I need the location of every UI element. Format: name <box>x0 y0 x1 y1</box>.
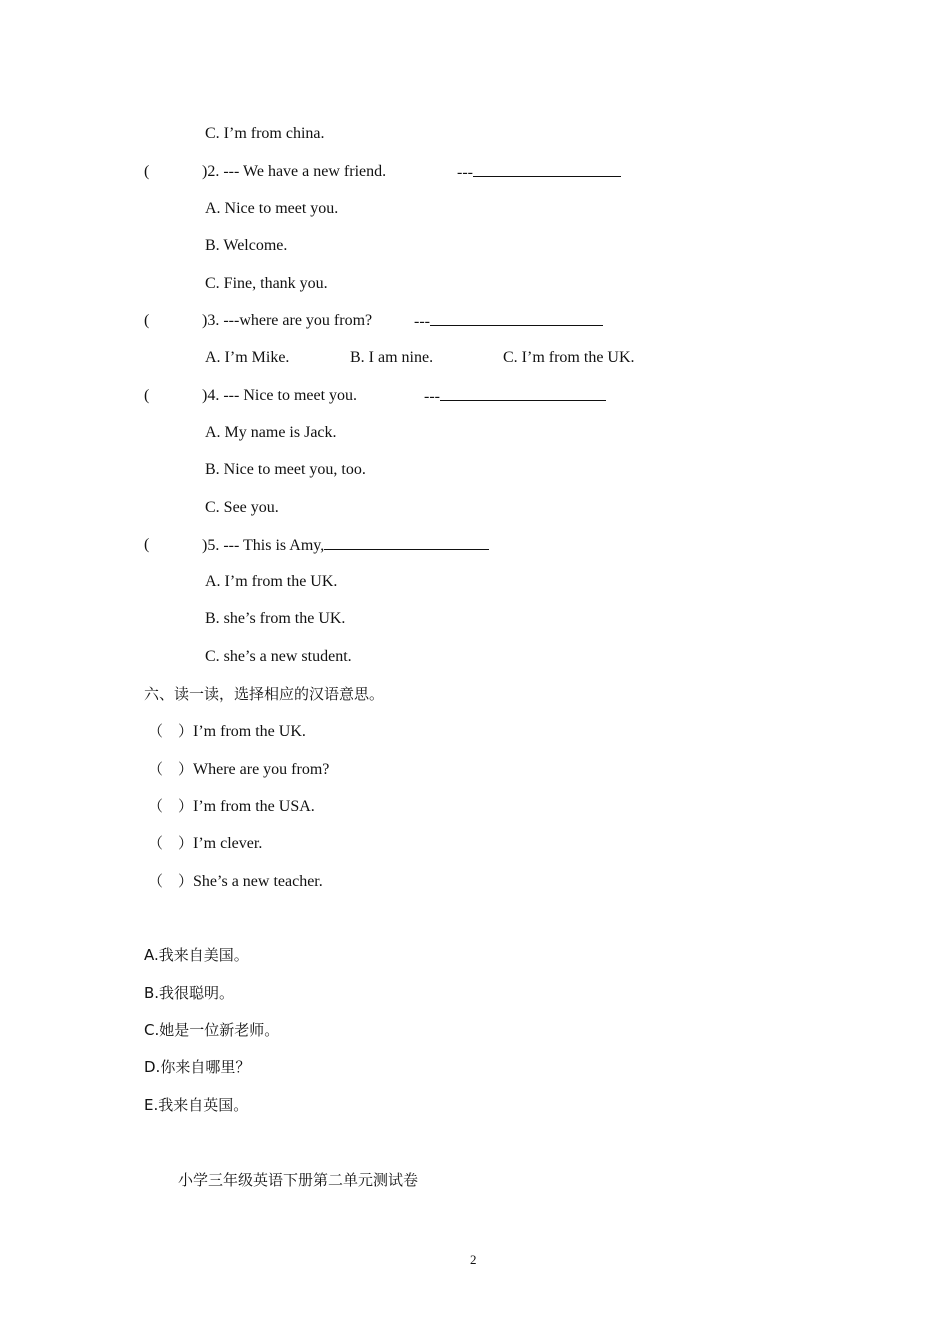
section6-item-2 <box>148 759 329 780</box>
q2-answer-line <box>457 162 621 183</box>
q5-answer-line <box>202 535 489 556</box>
q4-reply-dashes: --- <box>424 388 440 405</box>
item-3-paren: （ ） <box>148 797 194 815</box>
q1-option-c: C. I’m from china. <box>205 125 325 142</box>
item-1-paren: （ ） <box>148 722 194 740</box>
page-number: 2 <box>470 1252 477 1267</box>
q5-blank <box>324 535 489 550</box>
q3-reply-dashes: --- <box>414 313 430 330</box>
q3-option-a: A. I’m Mike. <box>205 349 290 366</box>
q2-stem: )2. --- We have a new friend. <box>202 163 387 180</box>
q4-answer-line <box>424 386 606 407</box>
item-1-text: I’m from the UK. <box>193 723 306 740</box>
q2-option-c: C. Fine, thank you. <box>205 275 328 292</box>
q4-paren: ( <box>144 387 150 404</box>
q5-option-a: A. I’m from the UK. <box>205 573 338 590</box>
item-2-paren: （ ） <box>148 760 194 778</box>
section6-item-3 <box>148 796 315 817</box>
q2-blank <box>473 162 621 177</box>
q4-option-b: B. Nice to meet you, too. <box>205 461 366 478</box>
section6-item-5 <box>148 871 323 892</box>
q5-paren: ( <box>144 536 150 553</box>
document-footer-title: 小学三年级英语下册第二单元测试卷 <box>178 1171 419 1189</box>
q4-option-a: A. My name is Jack. <box>205 424 337 441</box>
item-4-paren: （ ） <box>148 834 194 852</box>
q5-option-b: B. she’s from the UK. <box>205 610 346 627</box>
section6-item-1 <box>148 721 306 742</box>
q2-paren: ( <box>144 163 150 180</box>
section6-heading: 六、读一读，选择相应的汉语意思。 <box>144 685 385 703</box>
q3-option-b: B. I am nine. <box>350 349 434 366</box>
answer-e: E.我来自英国。 <box>144 1096 249 1114</box>
section6-item-4 <box>148 833 262 854</box>
answer-c: C.她是一位新老师。 <box>144 1021 280 1039</box>
item-5-text: She’s a new teacher. <box>193 873 323 890</box>
q5-stem: )5. --- This is Amy, <box>202 537 325 554</box>
answer-d: D.你来自哪里？ <box>144 1058 251 1076</box>
q5-option-c: C. she’s a new student. <box>205 648 352 665</box>
q2-option-b: B. Welcome. <box>205 237 288 254</box>
item-5-paren: （ ） <box>148 872 194 890</box>
item-4-text: I’m clever. <box>193 835 263 852</box>
answer-a: A.我来自美国。 <box>144 946 249 964</box>
item-3-text: I’m from the USA. <box>193 798 315 815</box>
q3-answer-line <box>414 311 603 332</box>
q2-reply-dashes: --- <box>457 164 473 181</box>
q4-stem: )4. --- Nice to meet you. <box>202 387 358 404</box>
q2-option-a: A. Nice to meet you. <box>205 200 339 217</box>
q3-blank <box>430 311 603 326</box>
q4-option-c: C. See you. <box>205 499 279 516</box>
q3-paren: ( <box>144 312 150 329</box>
q3-option-c: C. I’m from the UK. <box>503 349 635 366</box>
q3-stem: )3. ---where are you from? <box>202 312 373 329</box>
item-2-text: Where are you from? <box>193 761 330 778</box>
answer-b: B.我很聪明。 <box>144 984 235 1002</box>
q4-blank <box>440 386 606 401</box>
